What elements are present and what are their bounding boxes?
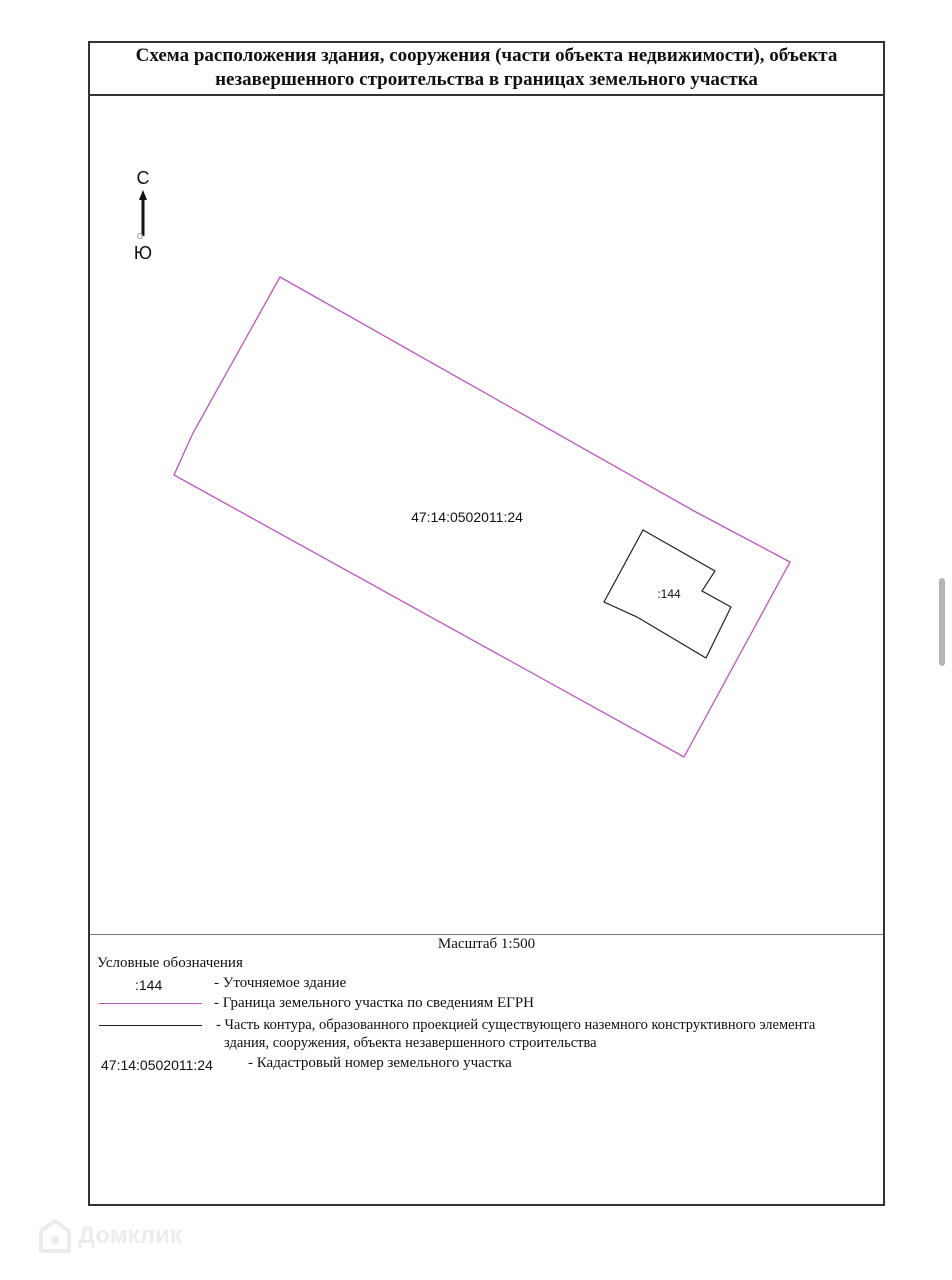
compass-arrowhead-icon — [139, 190, 147, 200]
legend-parcel-boundary-description: - Граница земельного участка по сведениям ЕГРН — [214, 995, 535, 1011]
legend-contour-description-line-2: здания, сооружения, объекта незавершенного строительства — [224, 1035, 597, 1051]
building-label: :144 — [657, 587, 681, 601]
document-sheet — [88, 41, 885, 1206]
compass — [134, 168, 152, 263]
title-line-2: незавершенного строительства в границах земельного участка — [215, 69, 758, 90]
domclick-brand-label: Домклик — [78, 1222, 182, 1249]
title-line-1: Схема расположения здания, сооружения (части объекта недвижимости), объекта — [135, 45, 838, 66]
parcel-cadastral-number: 47:14:0502011:24 — [411, 509, 523, 525]
vertical-scrollbar[interactable] — [939, 578, 945, 666]
legend-building-description: - Уточняемое здание — [214, 975, 347, 991]
compass-north-label: С — [136, 168, 150, 188]
legend-building-symbol: :144 — [135, 977, 163, 993]
legend-cadastral-symbol: 47:14:0502011:24 — [101, 1057, 213, 1073]
legend-cadastral-description: - Кадастровый номер земельного участка — [248, 1055, 512, 1071]
domclick-logo-icon — [38, 1218, 72, 1254]
document-title — [90, 43, 883, 96]
legend-contour-description-line-1: - Часть контура, образованного проекцией существующего наземного конструктивного элемента — [216, 1017, 816, 1033]
compass-south-label: Ю — [133, 243, 153, 263]
domclick-watermark — [38, 1216, 182, 1256]
scale-label: Масштаб 1:500 — [437, 936, 536, 952]
legend-title: Условные обозначения — [97, 955, 243, 971]
legend-area — [90, 934, 883, 1204]
legend-parcel-boundary-line — [99, 1003, 202, 1004]
legend-contour-line — [99, 1025, 202, 1026]
site-plan-map — [90, 96, 883, 934]
